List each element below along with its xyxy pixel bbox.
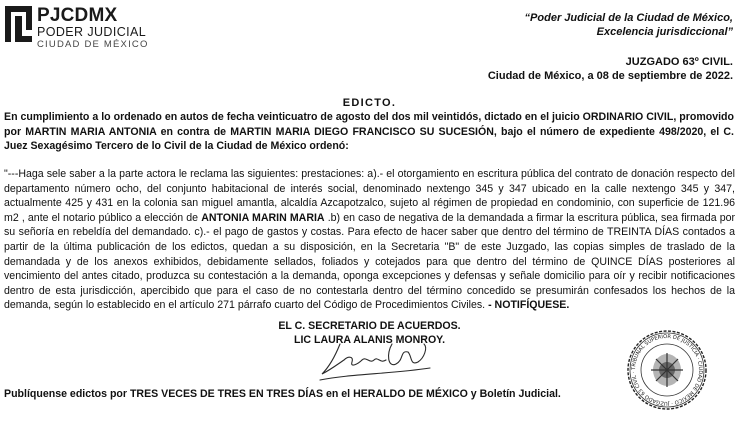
place-date: Ciudad de México, a 08 de septiembre de 2022.: [487, 70, 733, 82]
body-text-part-2: .b) en caso de negativa de la demandada a firmar la escritura pública, sea firmada por su señoría en rebeldía del demandado. c).- el pago de gastos y costas. Para efecto de hacer saber que dentro del término de TREINTA DÍAS contados a partir de la última publicación de los edictos, quedan a su disposición, en la Secretaria "B" de este Juzgado, las copias simples de traslado de la demandada y de los anexos exhibidos, debidamente sellados, foliados y cotejados para que dentro del término de QUINCE DÍAS posteriores al vencimiento del antes citado, produzca su contestación a la demanda, oponga excepciones y defensas y señale domicilio para oír y recibir notificaciones dentro de esta jurisdicción, apercibido que para el caso de no contestarla dentro del término concedido se presumirán confesados los hechos de la demanda, según lo establecido en el artículo 271 párrafo cuarto del Código de Procedimientos Civiles.: [4, 211, 736, 312]
logo-sub-text: PODER JUDICIAL: [37, 25, 147, 39]
court-name: JUZGADO 63º CIVIL.: [625, 56, 733, 68]
logo-mark-icon: [5, 6, 33, 42]
handwritten-signature-icon: [300, 334, 450, 386]
motto-line-1: “Poder Judicial de la Ciudad de México,: [524, 12, 733, 24]
logo-city-text: CIUDAD DE MÉXICO: [37, 38, 149, 50]
court-seal-icon: [626, 329, 708, 411]
body-text-part-1: "---Haga sele saber a la parte actora le reclama las siguientes: prestaciones: a).- el otorgamiento en escritura pública del contrato de donación respecto del departamento número ocho, del conjunto habitacional de interés social, denominado nextengo 345 y 347 ubicado en la calle nextengo 345 y 347, actualmente 425 y 431 en la colonia san miguel amantla, alcaldía Azcapotzalco, sujeto al régimen de propiedad en condominio, con superficie de 121.96 m2 , ante el notario público a elección de: [4, 168, 735, 224]
logo-main-text: PJCDMX: [37, 5, 118, 26]
signer-name: LIC LAURA ALANIS MONROY.: [293, 334, 446, 346]
motto: [525, 11, 733, 39]
intro-paragraph: En cumplimiento a lo ordenado en autos de fecha veinticuatro de agosto del dos mil veintidós, dictado en el juicio ORDINARIO CIVIL, promovido por MARTIN MARIA ANTONIA en contra de MARTIN MARIA DIEGO FRANCISCO SU SUCESIÓN, bajo el número de expediente 498/2020, el C. Juez Sexagésimo Tercero de lo Civil de la Ciudad de México ordenó:: [4, 111, 734, 153]
svg-text:TRIBUNAL SUPERIOR DE JUSTICIA: TRIBUNAL SUPERIOR DE JUSTICIA · CIUDAD DE MÉXICO · JUZGADO 63 CIVIL ·: [630, 333, 704, 407]
pjcdmx-logo: [5, 6, 149, 49]
signer-title: EL C. SECRETARIO DE ACUERDOS.: [278, 320, 461, 332]
court-heading: [488, 55, 733, 83]
document-title: EDICTO.: [342, 97, 397, 109]
notify-closing: - NOTIFÍQUESE.: [485, 299, 570, 312]
notary-choice-name: ANTONIA MARIN MARIA: [201, 211, 325, 224]
body-paragraph: [4, 167, 735, 313]
publication-note: Publíquense edictos por TRES VECES DE TRES EN TRES DÍAS en el HERALDO DE MÉXICO y Boletín Judicial.: [4, 388, 561, 400]
motto-line-2: Excelencia jurisdiccional”: [596, 26, 733, 38]
